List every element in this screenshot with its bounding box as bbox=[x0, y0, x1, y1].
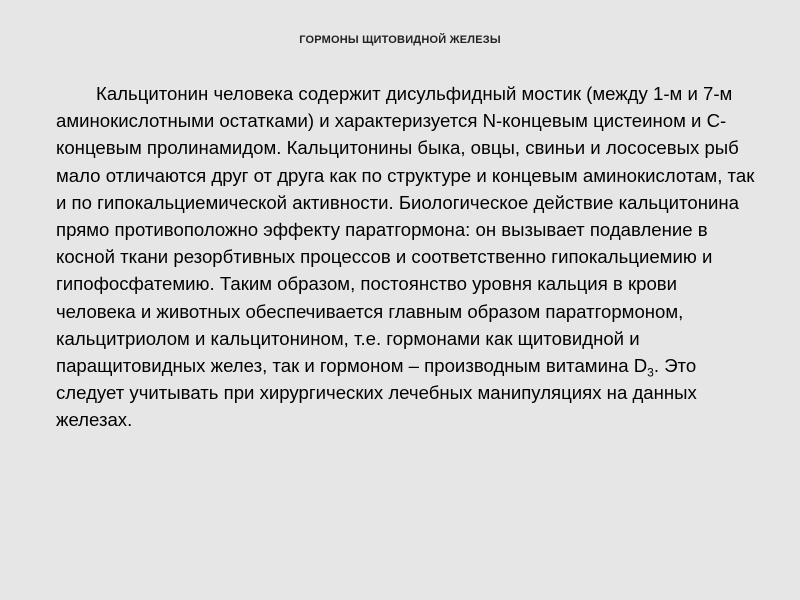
body-text-end: . Это следует учитывать при хирургических лечебных манипуляциях на данных железах. bbox=[56, 355, 697, 431]
slide-body-paragraph bbox=[56, 80, 760, 434]
slide-title: ГОРМОНЫ ЩИТОВИДНОЙ ЖЕЛЕЗЫ bbox=[299, 34, 501, 46]
vitamin-d-subscript: 3 bbox=[647, 365, 654, 380]
body-text: Кальцитонин человека содержит дисульфидный мостик (между 1-м и 7-м аминокислотными остатками) и характеризуется N-концевым цистеином и С-концевым пролинамидом. Кальцитонины быка, овцы, свиньи и лососевых рыб мало отличаются друг от друга как по структуре и концевым аминокислотам, так и по гипокальциемической активности. Биологическое действие кальцитонина прямо противоположно эффекту паратгормона: он вызывает подавление в косной ткани резорбтивных процессов и соответственно гипокальциемию и гипофосфатемию. Таким образом, постоянство уровня кальция в крови человека и животных обеспечивается главным образом паратгормоном, кальцитриолом и кальцитонином, т.е. гормонами как щитовидной и паращитовидных желез, так и гормоном – производным витамина D bbox=[56, 83, 755, 377]
